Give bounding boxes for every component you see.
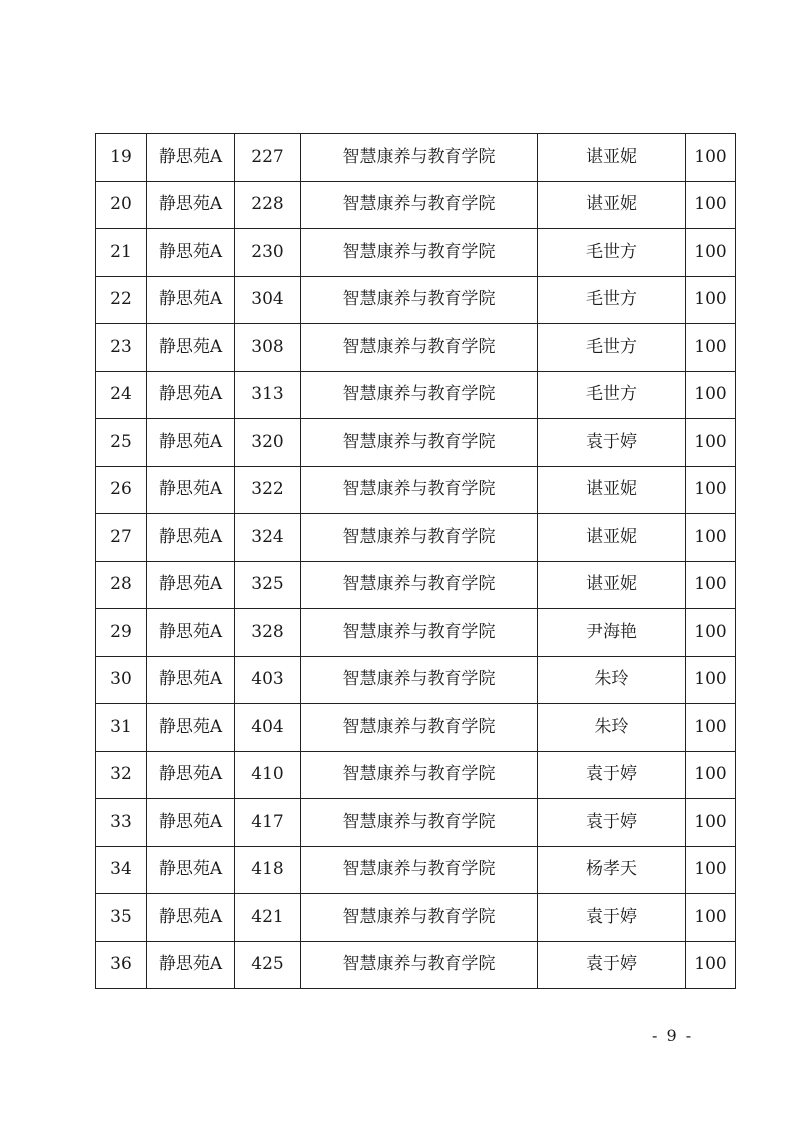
building-cell: 静思苑A: [147, 276, 235, 324]
room-cell: 324: [235, 514, 301, 562]
building-cell: 静思苑A: [147, 134, 235, 182]
row-number-cell: 26: [96, 466, 147, 514]
college-cell: 智慧康养与教育学院: [301, 466, 538, 514]
building-cell: 静思苑A: [147, 609, 235, 657]
score-cell: 100: [686, 371, 736, 419]
row-number-cell: 33: [96, 799, 147, 847]
building-cell: 静思苑A: [147, 561, 235, 609]
row-number-cell: 35: [96, 894, 147, 942]
score-cell: 100: [686, 181, 736, 229]
building-cell: 静思苑A: [147, 704, 235, 752]
table-row: [96, 609, 736, 657]
row-number-cell: 29: [96, 609, 147, 657]
row-number-cell: 31: [96, 704, 147, 752]
room-cell: 227: [235, 134, 301, 182]
table-row: [96, 941, 736, 989]
person-cell: 毛世方: [538, 276, 686, 324]
college-cell: 智慧康养与教育学院: [301, 799, 538, 847]
room-cell: 313: [235, 371, 301, 419]
college-cell: 智慧康养与教育学院: [301, 514, 538, 562]
dormitory-score-table: [95, 133, 736, 989]
score-cell: 100: [686, 846, 736, 894]
score-cell: 100: [686, 561, 736, 609]
table-row: [96, 371, 736, 419]
person-cell: 毛世方: [538, 324, 686, 372]
row-number-cell: 20: [96, 181, 147, 229]
score-cell: 100: [686, 324, 736, 372]
room-cell: 425: [235, 941, 301, 989]
row-number-cell: 24: [96, 371, 147, 419]
row-number-cell: 27: [96, 514, 147, 562]
score-cell: 100: [686, 894, 736, 942]
person-cell: 谌亚妮: [538, 514, 686, 562]
room-cell: 417: [235, 799, 301, 847]
college-cell: 智慧康养与教育学院: [301, 181, 538, 229]
room-cell: 328: [235, 609, 301, 657]
table-row: [96, 704, 736, 752]
table-row: [96, 561, 736, 609]
person-cell: 朱玲: [538, 704, 686, 752]
building-cell: 静思苑A: [147, 514, 235, 562]
room-cell: 404: [235, 704, 301, 752]
building-cell: 静思苑A: [147, 656, 235, 704]
college-cell: 智慧康养与教育学院: [301, 276, 538, 324]
score-cell: 100: [686, 514, 736, 562]
building-cell: 静思苑A: [147, 941, 235, 989]
page-number: - 9 -: [652, 1026, 694, 1045]
college-cell: 智慧康养与教育学院: [301, 134, 538, 182]
college-cell: 智慧康养与教育学院: [301, 371, 538, 419]
college-cell: 智慧康养与教育学院: [301, 609, 538, 657]
person-cell: 杨孝天: [538, 846, 686, 894]
college-cell: 智慧康养与教育学院: [301, 229, 538, 277]
table-row: [96, 466, 736, 514]
building-cell: 静思苑A: [147, 894, 235, 942]
college-cell: 智慧康养与教育学院: [301, 561, 538, 609]
person-cell: 袁于婷: [538, 751, 686, 799]
person-cell: 毛世方: [538, 371, 686, 419]
person-cell: 谌亚妮: [538, 561, 686, 609]
building-cell: 静思苑A: [147, 466, 235, 514]
college-cell: 智慧康养与教育学院: [301, 419, 538, 467]
college-cell: 智慧康养与教育学院: [301, 324, 538, 372]
score-cell: 100: [686, 466, 736, 514]
person-cell: 袁于婷: [538, 894, 686, 942]
college-cell: 智慧康养与教育学院: [301, 751, 538, 799]
row-number-cell: 19: [96, 134, 147, 182]
college-cell: 智慧康养与教育学院: [301, 704, 538, 752]
person-cell: 尹海艳: [538, 609, 686, 657]
building-cell: 静思苑A: [147, 324, 235, 372]
score-cell: 100: [686, 704, 736, 752]
room-cell: 410: [235, 751, 301, 799]
score-cell: 100: [686, 941, 736, 989]
table-row: [96, 846, 736, 894]
person-cell: 朱玲: [538, 656, 686, 704]
table-row: [96, 894, 736, 942]
table-row: [96, 799, 736, 847]
table-row: [96, 134, 736, 182]
building-cell: 静思苑A: [147, 229, 235, 277]
table-body: [96, 134, 736, 989]
room-cell: 322: [235, 466, 301, 514]
row-number-cell: 30: [96, 656, 147, 704]
person-cell: 袁于婷: [538, 941, 686, 989]
table-row: [96, 229, 736, 277]
table-row: [96, 751, 736, 799]
room-cell: 230: [235, 229, 301, 277]
room-cell: 304: [235, 276, 301, 324]
room-cell: 421: [235, 894, 301, 942]
building-cell: 静思苑A: [147, 846, 235, 894]
table-row: [96, 276, 736, 324]
score-cell: 100: [686, 276, 736, 324]
room-cell: 418: [235, 846, 301, 894]
college-cell: 智慧康养与教育学院: [301, 846, 538, 894]
table-row: [96, 419, 736, 467]
row-number-cell: 36: [96, 941, 147, 989]
score-cell: 100: [686, 134, 736, 182]
table-row: [96, 514, 736, 562]
row-number-cell: 23: [96, 324, 147, 372]
room-cell: 308: [235, 324, 301, 372]
row-number-cell: 28: [96, 561, 147, 609]
row-number-cell: 22: [96, 276, 147, 324]
room-cell: 325: [235, 561, 301, 609]
person-cell: 谌亚妮: [538, 134, 686, 182]
person-cell: 袁于婷: [538, 799, 686, 847]
row-number-cell: 21: [96, 229, 147, 277]
person-cell: 谌亚妮: [538, 466, 686, 514]
score-cell: 100: [686, 229, 736, 277]
score-cell: 100: [686, 656, 736, 704]
college-cell: 智慧康养与教育学院: [301, 941, 538, 989]
college-cell: 智慧康养与教育学院: [301, 894, 538, 942]
building-cell: 静思苑A: [147, 419, 235, 467]
building-cell: 静思苑A: [147, 751, 235, 799]
building-cell: 静思苑A: [147, 371, 235, 419]
person-cell: 谌亚妮: [538, 181, 686, 229]
building-cell: 静思苑A: [147, 799, 235, 847]
score-cell: 100: [686, 751, 736, 799]
score-cell: 100: [686, 419, 736, 467]
person-cell: 毛世方: [538, 229, 686, 277]
room-cell: 228: [235, 181, 301, 229]
room-cell: 403: [235, 656, 301, 704]
table-row: [96, 181, 736, 229]
building-cell: 静思苑A: [147, 181, 235, 229]
table-row: [96, 656, 736, 704]
row-number-cell: 34: [96, 846, 147, 894]
score-cell: 100: [686, 799, 736, 847]
person-cell: 袁于婷: [538, 419, 686, 467]
row-number-cell: 25: [96, 419, 147, 467]
college-cell: 智慧康养与教育学院: [301, 656, 538, 704]
table-row: [96, 324, 736, 372]
score-cell: 100: [686, 609, 736, 657]
room-cell: 320: [235, 419, 301, 467]
row-number-cell: 32: [96, 751, 147, 799]
